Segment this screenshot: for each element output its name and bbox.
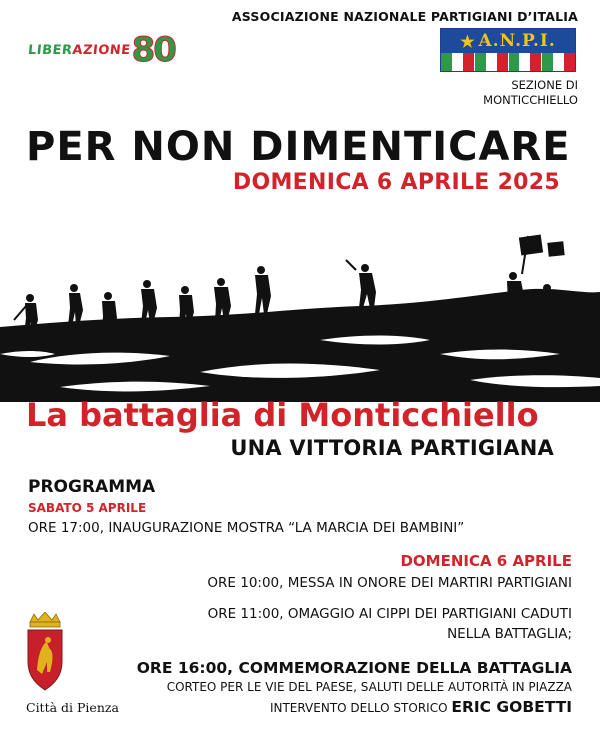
section-name: SEZIONE DI MONTICCHIELLO — [483, 78, 578, 107]
city-name: Città di Pienza — [26, 700, 119, 715]
liberazione-80-number: 80 — [131, 30, 175, 70]
sunday-item-3: ORE 16:00, COMMEMORAZIONE DELLA BATTAGLIA — [136, 659, 572, 677]
soldiers-silhouette-illustration — [0, 222, 600, 402]
sunday-label: DOMENICA 6 APRILE — [400, 552, 572, 570]
sunday-item-2-line2: NELLA BATTAGLIA; — [447, 626, 572, 642]
liberazione-80-logo — [28, 32, 175, 68]
liberazione-word: LIBERAZIONE — [27, 42, 132, 58]
program-heading: PROGRAMMA — [28, 477, 156, 497]
speaker-name: ERIC GOBETTI — [451, 698, 572, 716]
sunday-item-2-line1: ORE 11:00, OMAGGIO AI CIPPI DEI PARTIGIANI CADUTI — [207, 606, 572, 622]
event-subtitle: UNA VITTORIA PARTIGIANA — [230, 436, 554, 460]
anpi-badge-icon — [440, 28, 576, 72]
star-icon: ★ — [460, 31, 476, 51]
anpi-label: ★ A.N.P.I. — [441, 29, 575, 53]
saturday-item: ORE 17:00, INAUGURAZIONE MOSTRA “LA MARCIA DEI BAMBINI” — [28, 520, 465, 536]
sunday-item-1: ORE 10:00, MESSA IN ONORE DEI MARTIRI PARTIGIANI — [207, 575, 572, 591]
italian-flags — [441, 53, 575, 71]
pienza-coat-of-arms-icon — [24, 612, 66, 692]
sunday-item-3-speaker: INTERVENTO DELLO STORICO ERIC GOBETTI — [269, 698, 572, 716]
saturday-label: SABATO 5 APRILE — [28, 501, 147, 515]
main-title: PER NON DIMENTICARE — [26, 124, 571, 170]
association-name: ASSOCIAZIONE NAZIONALE PARTIGIANI D’ITALIA — [231, 9, 578, 24]
sunday-item-3-detail: CORTEO PER LE VIE DEL PAESE, SALUTI DELLE AUTORITÀ IN PIAZZA — [166, 680, 572, 694]
event-name: La battaglia di Monticchiello — [26, 396, 539, 434]
event-date: DOMENICA 6 APRILE 2025 — [232, 170, 560, 195]
